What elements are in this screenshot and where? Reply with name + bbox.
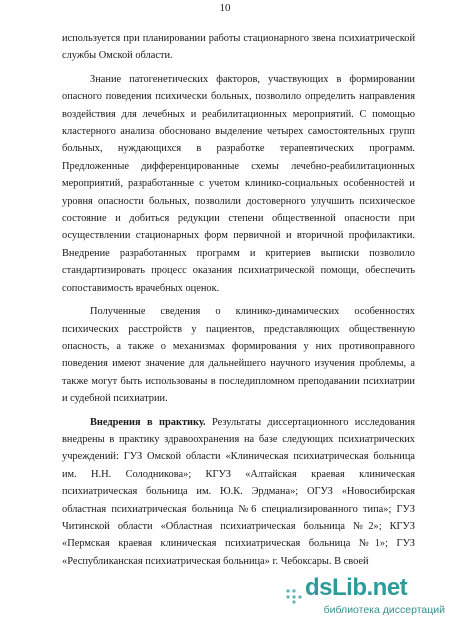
- implementation-text: Результаты диссертационного исследования внедрены в практику здравоохранения на базе следующих психиатрических учреждений: ГУЗ Омской области «Клиническая психиатрическая больница им. Н.Н. Солодникова»; КГУЗ «Алтайская краевая клиническая психиатрическая больница им. Ю.К. Эрдмана»; ОГУЗ «Новосибирская областная психиатрическая больница №6 специализированного типа»; ГУЗ Читинской области «Областная психиатрическая больница №2»; КГУЗ «Пермская краевая клиническая психиатрическая больница №1»; ГУЗ «Республиканская психиатрическая больница» г. Чебоксары. В своей: [62, 416, 415, 567]
- paragraph-implementation: [62, 414, 415, 567]
- implementation-heading: Внедрения в практику.: [90, 416, 206, 428]
- document-body: [62, 30, 415, 567]
- dots-logo-icon: [285, 588, 307, 604]
- watermark-subtitle: библиотека диссертаций: [323, 604, 445, 616]
- paragraph-3: Полученные сведения о клинико-динамических особенностях психических расстройств у пациентов, представляющих общественную опасность, а также о механизмах формирования у них противоправного поведения имеют значение для дальнейшего научного изучения проблемы, а также могут быть использованы в последипломном преподавании психиатрии и судебной психиатрии.: [62, 306, 415, 405]
- paragraph-1: используется при планировании работы стационарного звена психиатрической службы Омской области.: [62, 33, 415, 62]
- paragraph-2: Знание патогенетических факторов, участвующих в формировании опасного поведения психически больных, позволило определить направления воздействия для лечебных и реабилитационных мероприятий. С помощью кластерного анализа обосновано выделение четырех самостоятельных групп больных, нуждающихся в разработке терапевтических программ. Предложенные дифференцированные схемы лечебно-реабилитационных мероприятий, разработанные с учетом клинико-социальных особенностей и уровня опасности больных, позволили достоверного улучшить психическое состояние и добиться редукции степени общественной опасности при осуществлении стационарных форм первичной и вторичной профилактики. Внедрение разработанных программ и критериев выписки позволило стандартизировать процесс оказания психиатрической помощи, обеспечить сопоставимость врачебных оценок.: [62, 73, 415, 294]
- dslib-watermark: [285, 574, 445, 620]
- watermark-logo: dsLib.net: [305, 574, 408, 601]
- page-number: 10: [219, 2, 231, 14]
